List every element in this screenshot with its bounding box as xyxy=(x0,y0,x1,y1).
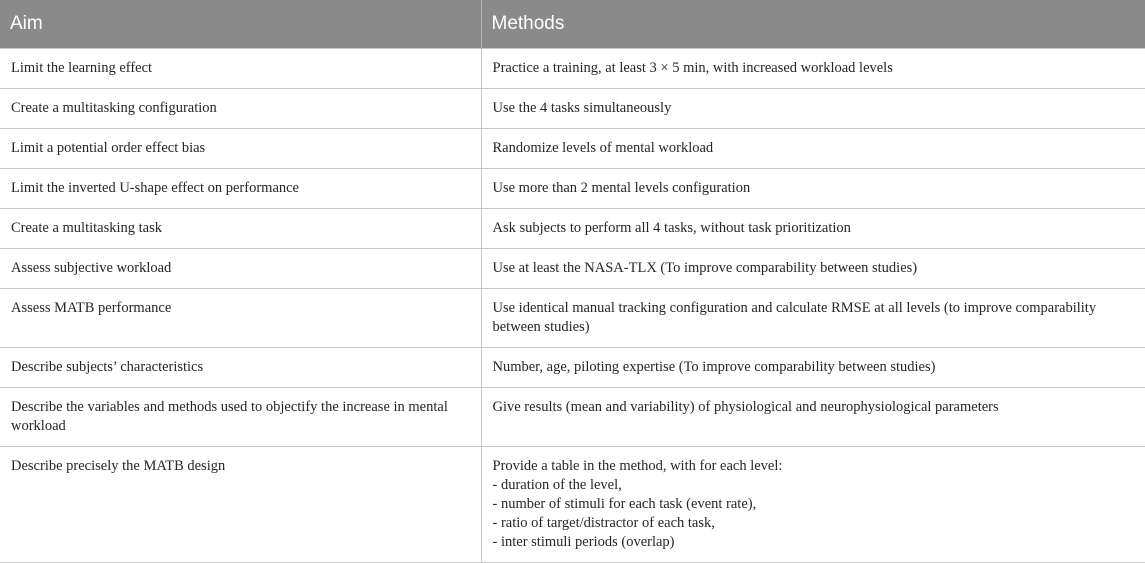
table-row xyxy=(0,89,1145,129)
table-row xyxy=(0,209,1145,249)
methods-cell: Use more than 2 mental levels configuration xyxy=(481,169,1145,209)
table-row xyxy=(0,129,1145,169)
table-row xyxy=(0,249,1145,289)
aim-cell: Limit the inverted U-shape effect on performance xyxy=(0,169,481,209)
aim-cell: Limit the learning effect xyxy=(0,49,481,89)
aim-cell: Assess MATB performance xyxy=(0,289,481,348)
table-row xyxy=(0,289,1145,348)
aim-cell: Describe subjects’ characteristics xyxy=(0,348,481,388)
methods-line: Provide a table in the method, with for each level: xyxy=(492,458,783,474)
methods-line: - number of stimuli for each task (event rate), xyxy=(492,496,757,512)
methods-cell: Ask subjects to perform all 4 tasks, without task prioritization xyxy=(481,209,1145,249)
table-row xyxy=(0,388,1145,447)
methods-cell: Give results (mean and variability) of physiological and neurophysiological parameters xyxy=(481,388,1145,447)
table-row xyxy=(0,447,1145,563)
methods-line: - duration of the level, xyxy=(492,477,622,493)
methods-cell: Practice a training, at least 3 × 5 min, with increased workload levels xyxy=(481,49,1145,89)
aim-cell: Limit a potential order effect bias xyxy=(0,129,481,169)
table-row xyxy=(0,348,1145,388)
aim-column-header: Aim xyxy=(0,0,481,49)
aim-cell: Create a multitasking task xyxy=(0,209,481,249)
aim-cell: Assess subjective workload xyxy=(0,249,481,289)
methods-line: - inter stimuli periods (overlap) xyxy=(492,534,675,550)
aim-cell: Describe the variables and methods used to objectify the increase in mental workload xyxy=(0,388,481,447)
methods-cell: Number, age, piloting expertise (To improve comparability between studies) xyxy=(481,348,1145,388)
methods-column-header: Methods xyxy=(481,0,1145,49)
methods-cell xyxy=(481,447,1145,563)
aim-cell: Describe precisely the MATB design xyxy=(0,447,481,563)
methods-cell: Use identical manual tracking configuration and calculate RMSE at all levels (to improve comparability between studies) xyxy=(481,289,1145,348)
methods-cell: Use at least the NASA-TLX (To improve comparability between studies) xyxy=(481,249,1145,289)
table-header-row xyxy=(0,0,1145,49)
table-row xyxy=(0,169,1145,209)
aim-cell: Create a multitasking configuration xyxy=(0,89,481,129)
methods-cell: Use the 4 tasks simultaneously xyxy=(481,89,1145,129)
table-row xyxy=(0,49,1145,89)
methods-cell: Randomize levels of mental workload xyxy=(481,129,1145,169)
methods-line: - ratio of target/distractor of each task, xyxy=(492,515,715,531)
